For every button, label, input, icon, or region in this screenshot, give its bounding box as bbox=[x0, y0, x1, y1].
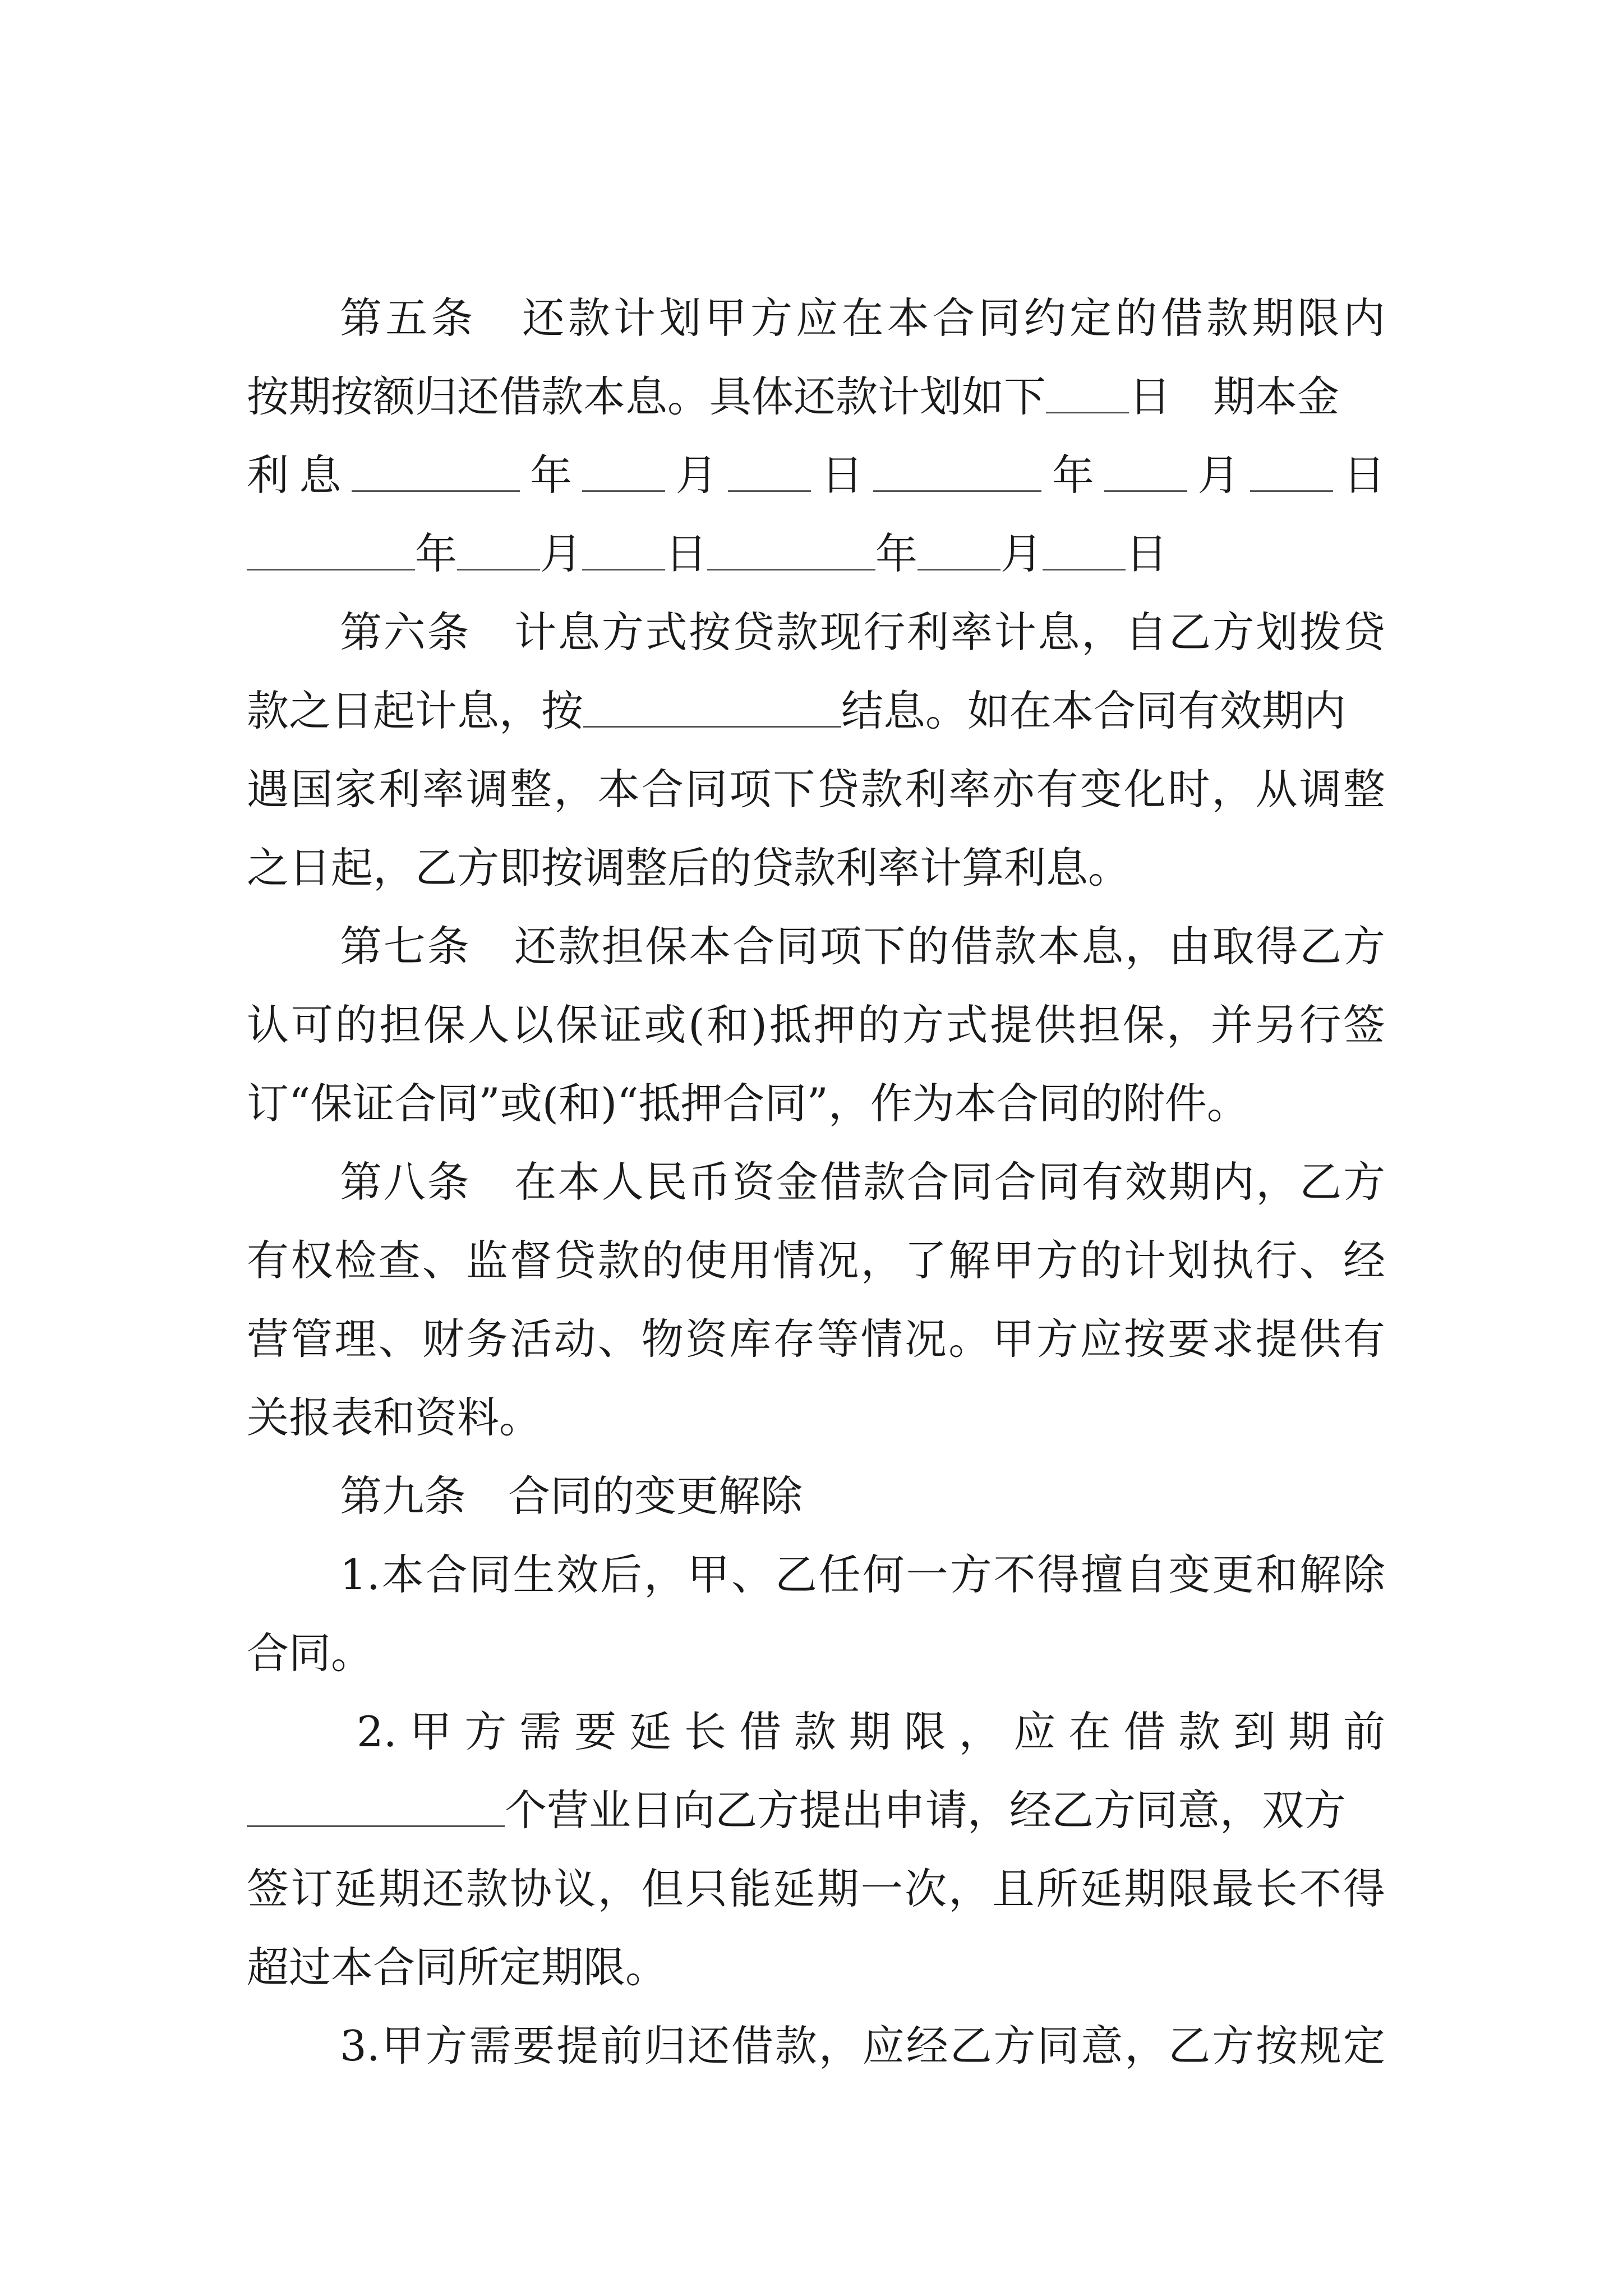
blank-field[interactable] bbox=[1250, 457, 1333, 492]
text-line bbox=[247, 1378, 1385, 1457]
line-text: 结息。如在本合同有效期内 bbox=[841, 686, 1347, 735]
text-line bbox=[340, 1535, 1385, 1614]
text-line bbox=[247, 986, 1385, 1064]
text-line bbox=[247, 436, 1385, 514]
line-text: 第七条 还款担保本合同项下的借款本息，由取得乙方 bbox=[340, 922, 1385, 971]
line-text: 有权检查、监督贷款的使用情况，了解甲方的计划执行、经 bbox=[247, 1236, 1385, 1285]
date-year: 年 bbox=[875, 529, 918, 578]
text-line bbox=[247, 1614, 1385, 1692]
date-month: 月 bbox=[1000, 529, 1043, 578]
date-month: 月 bbox=[1187, 450, 1250, 500]
blank-field[interactable] bbox=[247, 1792, 505, 1827]
line-text: 订“保证合同”或(和)“抵押合同”，作为本合同的附件。 bbox=[247, 1079, 1249, 1128]
date-year: 年 bbox=[415, 529, 458, 578]
date-month: 月 bbox=[540, 529, 583, 578]
date-year: 年 bbox=[1041, 450, 1105, 500]
line-text: 第八条 在本人民币资金借款合同合同有效期内，乙方 bbox=[340, 1157, 1385, 1207]
text-line bbox=[247, 1300, 1385, 1378]
line-text: 签订延期还款协议，但只能延期一次，且所延期限最长不得 bbox=[247, 1864, 1385, 1913]
blank-field[interactable] bbox=[1046, 378, 1129, 413]
blank-field[interactable] bbox=[582, 457, 665, 492]
line-text: 利息 bbox=[247, 450, 352, 500]
text-line bbox=[247, 1849, 1385, 1928]
blank-field[interactable] bbox=[1043, 535, 1126, 570]
line-text: 1.本合同生效后，甲、乙任何一方不得擅自变更和解除 bbox=[340, 1550, 1385, 1599]
line-text: 款之日起计息，按 bbox=[247, 686, 584, 735]
line-text: 日 期本金 bbox=[1129, 372, 1340, 421]
blank-field[interactable] bbox=[582, 535, 665, 570]
text-line bbox=[247, 750, 1385, 829]
blank-field[interactable] bbox=[707, 535, 875, 570]
line-text: 个营业日向乙方提出申请，经乙方同意，双方 bbox=[505, 1786, 1347, 1835]
text-line bbox=[247, 1771, 1385, 1849]
blank-field[interactable] bbox=[352, 457, 520, 492]
text-line bbox=[340, 1143, 1385, 1221]
line-text: 3.甲方需要提前归还借款，应经乙方同意，乙方按规定 bbox=[340, 2021, 1385, 2070]
text-line bbox=[340, 1457, 1385, 1535]
text-line bbox=[340, 279, 1385, 357]
line-text: 2.甲方需要延长借款期限，应在借款到期前 bbox=[357, 1707, 1385, 1756]
text-line bbox=[247, 1928, 1385, 2007]
text-line bbox=[247, 1221, 1385, 1300]
date-year: 年 bbox=[519, 450, 583, 500]
line-text: 超过本合同所定期限。 bbox=[247, 1943, 668, 1992]
line-text: 第五条 还款计划甲方应在本合同约定的借款期限内 bbox=[340, 293, 1385, 343]
blank-field[interactable] bbox=[917, 535, 1000, 570]
text-line bbox=[340, 2007, 1385, 2085]
line-text: 遇国家利率调整，本合同项下贷款利率亦有变化时，从调整 bbox=[247, 765, 1385, 814]
text-line bbox=[247, 829, 1385, 907]
text-line bbox=[247, 514, 1385, 593]
text-line bbox=[247, 357, 1385, 436]
line-text: 认可的担保人以保证或(和)抵押的方式提供担保，并另行签 bbox=[247, 1000, 1385, 1050]
line-text: 合同。 bbox=[247, 1628, 374, 1678]
blank-field[interactable] bbox=[247, 535, 415, 570]
line-text: 营管理、财务活动、物资库存等情况。甲方应按要求提供有 bbox=[247, 1314, 1385, 1364]
blank-field[interactable] bbox=[873, 457, 1041, 492]
blank-field[interactable] bbox=[457, 535, 540, 570]
date-day: 日 bbox=[1126, 529, 1168, 578]
date-day: 日 bbox=[1332, 450, 1385, 500]
line-text: 第六条 计息方式按贷款现行利率计息，自乙方划拨贷 bbox=[340, 608, 1385, 657]
text-line bbox=[247, 671, 1385, 750]
text-line bbox=[357, 1692, 1385, 1771]
line-text: 关报表和资料。 bbox=[247, 1393, 542, 1442]
text-line bbox=[340, 907, 1385, 986]
line-text: 之日起，乙方即按调整后的贷款利率计算利息。 bbox=[247, 843, 1131, 892]
date-month: 月 bbox=[665, 450, 728, 500]
text-line bbox=[247, 1064, 1385, 1143]
blank-field[interactable] bbox=[1104, 457, 1187, 492]
date-day: 日 bbox=[665, 529, 708, 578]
section-heading: 第九条 合同的变更解除 bbox=[340, 1471, 803, 1521]
line-text: 按期按额归还借款本息。具体还款计划如下 bbox=[247, 372, 1046, 421]
blank-field[interactable] bbox=[728, 457, 811, 492]
date-day: 日 bbox=[810, 450, 874, 500]
text-line bbox=[340, 593, 1385, 671]
blank-field[interactable] bbox=[583, 692, 841, 728]
